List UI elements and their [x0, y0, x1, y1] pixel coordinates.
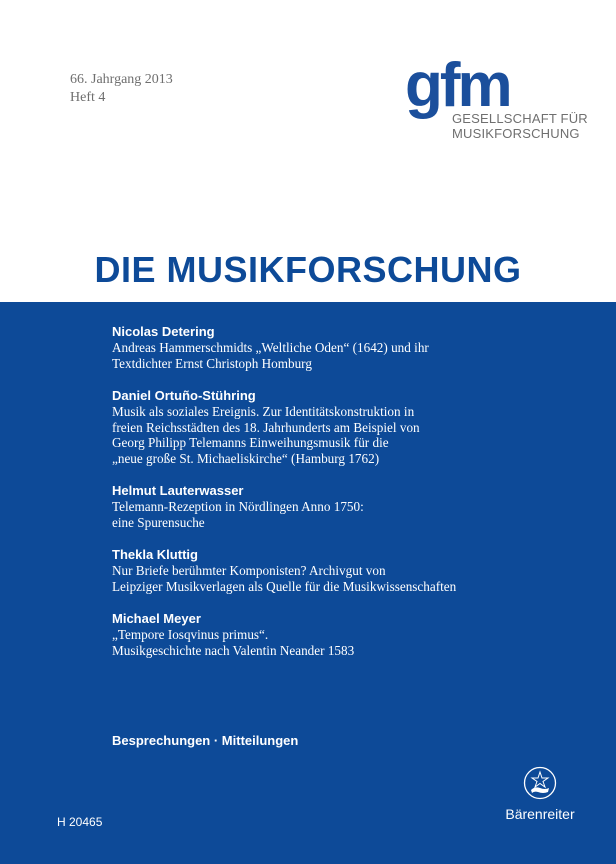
logo-line-1: GESELLSCHAFT FÜR [452, 111, 588, 126]
article-author: Nicolas Detering [112, 324, 215, 339]
article-item [112, 388, 592, 466]
article-title-line: Leipziger Musikverlagen als Quelle für die Musikwissenschaften [112, 578, 457, 594]
logo-line-2: MUSIKFORSCHUNG [452, 126, 580, 141]
article-author: Daniel Ortuño-Stühring [112, 388, 256, 403]
logo-subtitle [452, 111, 588, 141]
article-author: Michael Meyer [112, 611, 201, 626]
article-title-line: „Tempore Iosqvinus primus“. [112, 627, 269, 642]
article-item [112, 547, 592, 594]
article-title-line: Andreas Hammerschmidts „Weltliche Oden“ (1642) und ihr [112, 340, 429, 355]
sections-note: Besprechungen · Mitteilungen [112, 733, 299, 748]
issue-number: Heft 4 [70, 90, 106, 105]
publisher-logo-icon [523, 766, 557, 800]
article-item [112, 483, 592, 530]
article-list [112, 324, 592, 675]
article-author: Helmut Lauterwasser [112, 483, 244, 498]
publisher-name: Bärenreiter [505, 806, 575, 822]
journal-title: DIE MUSIKFORSCHUNG [94, 249, 522, 290]
article-title-line: Telemann-Rezeption in Nördlingen Anno 1750: [112, 499, 364, 514]
article-item [112, 324, 592, 371]
article-title-line: Nur Briefe berühmter Komponisten? Archivgut von [112, 563, 386, 578]
article-author: Thekla Kluttig [112, 547, 198, 562]
publisher-block [500, 766, 580, 822]
article-title-line: freien Reichsstädten des 18. Jahrhunderts am Beispiel von [112, 419, 420, 435]
article-item [112, 611, 592, 658]
cover-header [0, 0, 616, 302]
article-title-line: Musik als soziales Ereignis. Zur Identitätskonstruktion in [112, 404, 415, 419]
article-title-line: Textdichter Ernst Christoph Homburg [112, 355, 312, 371]
article-title-line: eine Spurensuche [112, 514, 205, 530]
gfm-logo [405, 51, 595, 158]
issn-code: H 20465 [57, 815, 103, 829]
volume-info [70, 71, 173, 107]
article-title-line: Musikgeschichte nach Valentin Neander 1583 [112, 642, 355, 658]
volume-year: 66. Jahrgang 2013 [70, 72, 173, 87]
article-title-line: Georg Philipp Telemanns Einweihungsmusik für die [112, 435, 389, 450]
article-title-line: „neue große St. Michaeliskirche“ (Hamburg 1762) [112, 450, 380, 466]
logo-mark: gfm [405, 51, 510, 120]
